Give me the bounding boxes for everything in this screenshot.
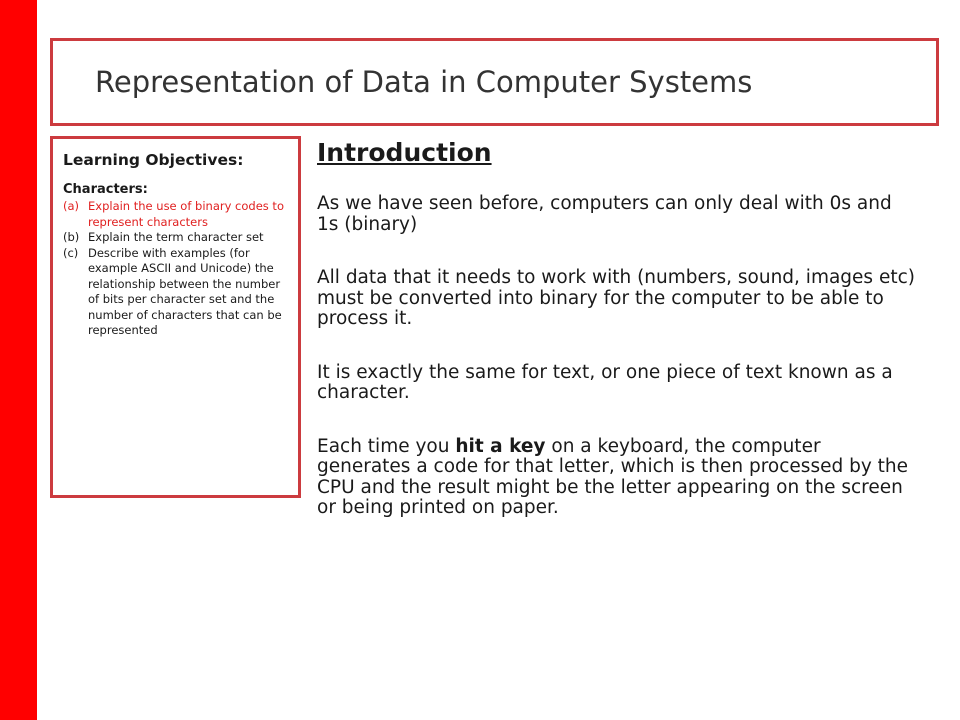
objective-letter: (b)	[63, 230, 80, 244]
objective-item-c	[63, 246, 290, 339]
paragraph-text-character: It is exactly the same for text, or one piece of text known as a character.	[317, 361, 893, 403]
objective-text: Explain the use of binary codes to represent characters	[88, 199, 284, 229]
objectives-heading: Learning Objectives:	[63, 151, 244, 169]
title-box	[50, 38, 939, 126]
objective-letter: (c)	[63, 245, 79, 260]
objective-item-a	[63, 199, 290, 230]
keypress-text-start: Each time you	[317, 435, 456, 457]
keypress-text-end: on a keyboard, the computer generates a code for that letter, which is then processed by the CPU and the result might be the letter appearing on the screen or being printed on paper.	[317, 435, 909, 518]
keypress-emphasis: hit a key	[455, 435, 546, 457]
objectives-list	[63, 199, 290, 339]
content-heading: Introduction	[317, 138, 492, 167]
learning-objectives-box	[50, 136, 301, 498]
paragraph-keypress	[317, 437, 917, 519]
slide-title: Representation of Data in Computer Systems	[95, 65, 753, 99]
paragraph-binary: As we have seen before, computers can only deal with 0s and 1s (binary)	[317, 193, 892, 235]
objective-letter: (a)	[63, 199, 80, 213]
paragraph-data-conversion: All data that it needs to work with (numbers, sound, images etc) must be converted into binary for the computer to be able to process it.	[317, 267, 915, 329]
objectives-subheading: Characters:	[63, 182, 148, 197]
objective-item-b	[63, 230, 290, 246]
objective-text: Describe with examples (for example ASCII and Unicode) the relationship between the number of bits per character set and the number of characters that can be represented	[88, 245, 282, 337]
main-content	[317, 138, 917, 552]
left-accent-bar	[0, 0, 37, 720]
objective-text: Explain the term character set	[88, 230, 264, 244]
